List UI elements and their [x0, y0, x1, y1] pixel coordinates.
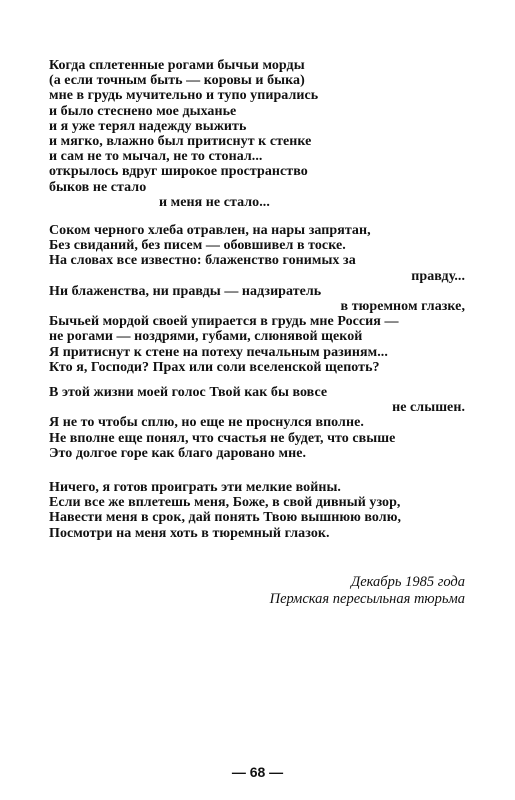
poem-line: и я уже терял надежду выжить: [49, 118, 247, 134]
poem-line: мне в грудь мучительно и тупо упирались: [49, 88, 319, 104]
poem-line: Посмотри на меня хоть в тюремный глазок.: [49, 525, 330, 541]
poem-stanza-2: [49, 223, 465, 375]
poem-line: и сам не то мычал, не то стонал...: [49, 149, 263, 165]
poem-line: Если все же вплетешь меня, Боже, в свой дивный узор,: [49, 495, 401, 511]
signature-date: Декабрь 1985 года: [350, 574, 465, 590]
poem-signature: [49, 574, 465, 608]
poem-line-continuation: не слышен.: [392, 400, 465, 416]
poem-stanza-3: [49, 385, 465, 461]
poem-line: и было стеснено мое дыханье: [49, 103, 237, 119]
poem-line: Бычьей мордой своей упирается в грудь мне Россия —: [49, 314, 399, 330]
poem-stanza-4: [49, 480, 465, 541]
signature-place: Пермская пересыльная тюрьма: [269, 591, 465, 607]
poem-line-continuation: в тюремном глазке,: [340, 299, 465, 315]
poem-line: Не вполне еще понял, что счастья не будет, что свыше: [49, 430, 396, 446]
poem-line: Навести меня в срок, дай понять Твою вышнюю волю,: [49, 510, 402, 526]
poem-line: Кто я, Господи? Прах или соли вселенской щепоть?: [49, 359, 380, 375]
poem-line-continuation: правду...: [411, 268, 465, 284]
poem-line: Соком черного хлеба отравлен, на нары запрятан,: [49, 223, 371, 238]
poem-line: и мягко, влажно был притиснут к стенке: [49, 134, 312, 150]
page-number: — 68 —: [231, 764, 284, 780]
poem-line: Это долгое горе как благо даровано мне.: [49, 445, 307, 461]
poem-line: На словах все известно: блаженство гонимых за: [49, 253, 356, 269]
poem-line: быков не стало: [49, 179, 147, 195]
poem-line: открылось вдруг широкое пространство: [49, 164, 308, 180]
poem-line: (а если точным быть — коровы и быка): [49, 73, 305, 89]
poem-line-indented: и меня не стало...: [159, 194, 270, 210]
poem-line: Я не то чтобы сплю, но еще не проснулся вполне.: [49, 415, 364, 431]
poem-line: Я притиснут к стене на потеху печальным разиням...: [49, 344, 388, 360]
poem-stanza-1: [49, 58, 465, 210]
poem-line: не рогами — ноздрями, губами, слюнявой щекой: [49, 329, 363, 345]
poem-line: Без свиданий, без писем — обовшивел в тоске.: [49, 238, 346, 254]
poem-line: В этой жизни моей голос Твой как бы вовсе: [49, 385, 328, 400]
poem-line: Ничего, я готов проиграть эти мелкие войны.: [49, 480, 341, 495]
poem-line: Ни блаженства, ни правды — надзиратель: [49, 283, 322, 299]
poem-line: Когда сплетенные рогами бычьи морды: [49, 58, 305, 73]
